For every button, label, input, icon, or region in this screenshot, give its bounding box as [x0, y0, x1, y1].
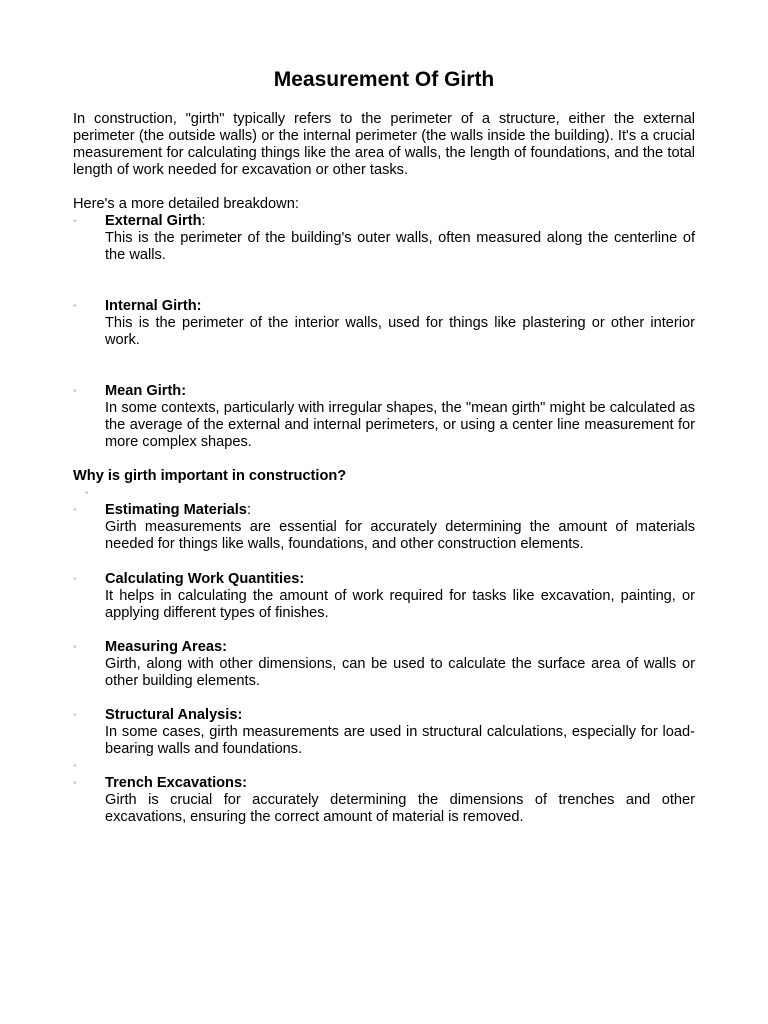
item-description: Girth, along with other dimensions, can be used to calculate the surface area of walls or other building elements. [105, 656, 695, 689]
item-description: It helps in calculating the amount of work required for tasks like excavation, painting, or applying different types of finishes. [105, 588, 695, 621]
bullet-icon: • [85, 488, 89, 499]
item-heading-suffix: : [201, 213, 206, 229]
item-heading-suffix: : [246, 502, 251, 518]
bullet-icon: • [73, 642, 77, 653]
breakdown-heading: Here's a more detailed breakdown: [73, 196, 299, 212]
item-heading: Trench Excavations: [105, 775, 247, 791]
bullet-icon: • [73, 505, 77, 516]
list-item-structural-analysis [105, 707, 695, 758]
bullet-icon: • [73, 778, 77, 789]
bullet-icon: • [73, 386, 77, 397]
list-item-internal-girth [105, 298, 695, 349]
bullet-icon: • [73, 574, 77, 585]
list-item-estimating-materials [105, 502, 695, 553]
item-heading: External Girth [105, 213, 202, 229]
list-item-measuring-areas [105, 639, 695, 690]
list-item-external-girth [105, 213, 695, 264]
item-heading: Mean Girth: [105, 383, 187, 399]
bullet-icon: • [73, 216, 77, 227]
importance-heading: Why is girth important in construction? [73, 468, 347, 484]
item-description: Girth is crucial for accurately determining the dimensions of trenches and other excavations, ensuring the correct amount of material is removed. [105, 792, 695, 825]
item-description: In some cases, girth measurements are used in structural calculations, especially for load-bearing walls and foundations. [105, 724, 695, 757]
item-description: Girth measurements are essential for accurately determining the amount of materials needed for things like walls, foundations, and other construction elements. [105, 519, 695, 552]
item-description: In some contexts, particularly with irregular shapes, the "mean girth" might be calculated as the average of the external and internal perimeters, or using a center line measurement for more complex shapes. [105, 400, 695, 450]
item-description: This is the perimeter of the building's outer walls, often measured along the centerline of the walls. [105, 230, 695, 263]
bullet-icon: • [73, 301, 77, 312]
bullet-icon: • [73, 710, 77, 721]
item-heading: Internal Girth: [105, 298, 202, 314]
page-title: Measurement Of Girth [273, 68, 495, 91]
list-item-calculating-work-quantities [105, 571, 695, 622]
item-heading: Estimating Materials [105, 502, 247, 518]
item-heading: Calculating Work Quantities: [105, 571, 305, 587]
list-item-mean-girth [105, 383, 695, 451]
bullet-icon: • [73, 761, 77, 772]
list-item-trench-excavations [105, 775, 695, 826]
intro-paragraph: In construction, "girth" typically refers to the perimeter of a structure, either the external perimeter (the outside walls) or the internal perimeter (the walls inside the building). It's a crucial measurement for calculating things like the area of walls, the length of foundations, and the total length of work needed for excavation or other tasks. [73, 111, 695, 178]
item-heading: Measuring Areas: [105, 639, 227, 655]
item-heading: Structural Analysis: [105, 707, 243, 723]
item-description: This is the perimeter of the interior walls, used for things like plastering or other interior work. [105, 315, 695, 348]
